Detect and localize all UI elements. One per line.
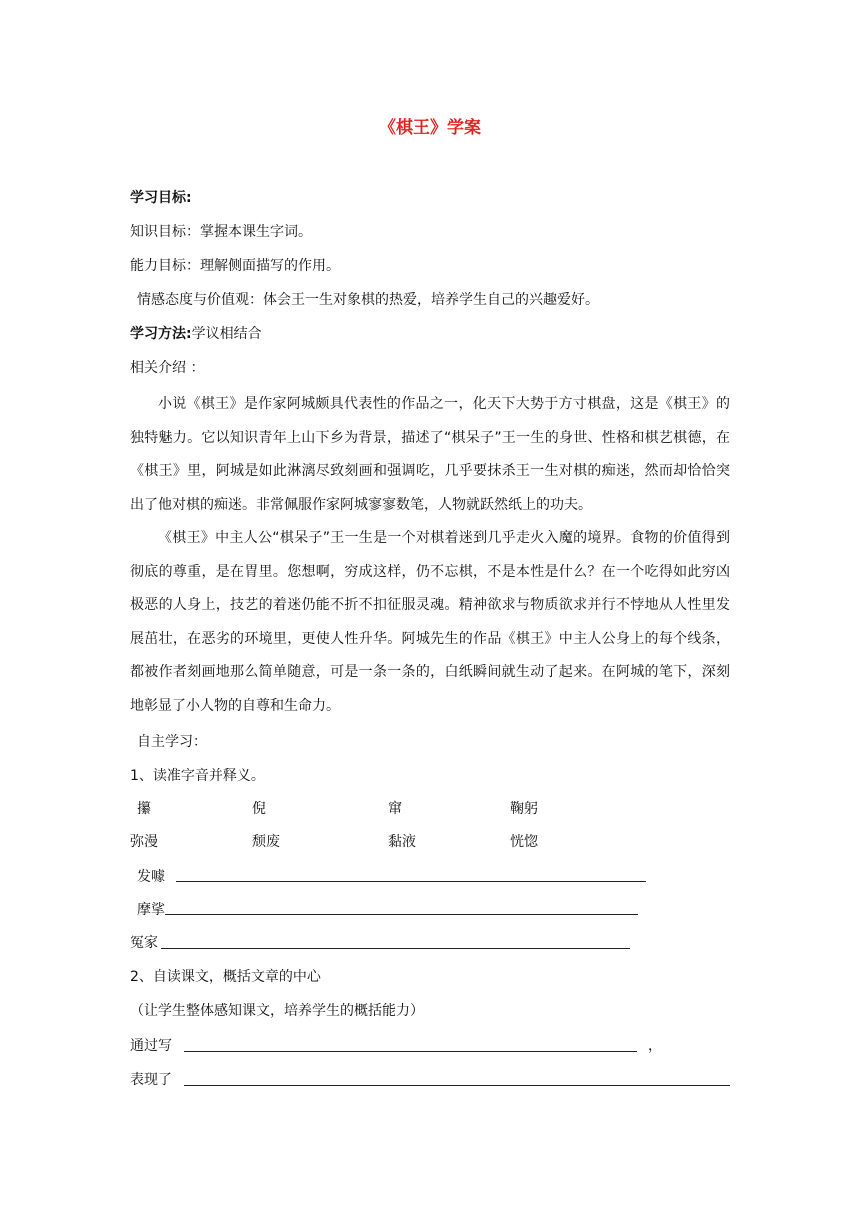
word-item: 黏液 xyxy=(388,834,416,850)
self-study-heading: 自主学习： xyxy=(137,734,207,750)
page-title: 《棋王》学案 xyxy=(379,118,481,138)
answer-blank[interactable] xyxy=(165,914,638,915)
objectives-heading: 学习目标: xyxy=(130,190,192,206)
q2-label: 2、自读课文，概括文章的中心 xyxy=(130,969,321,985)
word-item: 恍惚 xyxy=(510,834,538,850)
answer-blank[interactable] xyxy=(184,1051,637,1052)
blank-word-label: 冤家 xyxy=(130,935,158,951)
through-label: 通过写 xyxy=(130,1038,172,1054)
q1-label: 1、读准字音并释义。 xyxy=(130,768,265,784)
blank-word-label: 摩挲 xyxy=(137,902,165,918)
intro-label: 相关介绍 ： xyxy=(130,360,205,376)
word-item: 弥漫 xyxy=(130,834,158,850)
answer-blank[interactable] xyxy=(184,1085,730,1086)
intro-paragraph-2: 《棋王》中主人公“棋呆子”王一生是一个对棋着迷到几乎走火入魔的境界。食物的价值得到彻底的尊重，是在胃里。您想啊，穷成这样，仍不忘棋，不是本性是什么？在一个吃得如此穷凶极恶的人身上，技艺的着迷仍能不折不扣征服灵魂。精神欲求与物质欲求并行不悖地从人性里发展茁壮，在恶劣的环境里，更使人性升华。阿城先生的作品《棋王》中主人公身上的每个线条，都被作者刻画地那么简单随意，可是一条一条的，白纸瞬间就生动了起来。在阿城的笔下，深刻地彰显了小人物的自尊和生命力。 xyxy=(130,530,730,714)
method-value: 学议相结合 xyxy=(191,326,262,342)
shows-label: 表现了 xyxy=(130,1072,172,1088)
ability-objective: 能力目标：理解侧面描写的作用。 xyxy=(130,258,340,274)
word-item: 倪 xyxy=(252,801,266,817)
emotion-objective: 情感态度与价值观：体会王一生对象棋的热爱，培养学生自己的兴趣爱好。 xyxy=(137,292,599,308)
word-item: 窜 xyxy=(388,801,402,817)
intro-section xyxy=(130,388,730,723)
comma: ， xyxy=(648,1038,662,1054)
knowledge-objective: 知识目标：掌握本课生字词。 xyxy=(130,224,312,240)
word-item: 鞠躬 xyxy=(510,801,538,817)
intro-paragraph-1: 小说《棋王》是作家阿城颇具代表性的作品之一，化天下大势于方寸棋盘，这是《棋王》的独特魅力。它以知识青年上山下乡为背景，描述了“棋呆子”王一生的身世、性格和棋艺棋德，在《棋王》里，阿城是如此淋漓尽致刻画和强调吃，几乎要抹杀王一生对棋的痴迷，然而却恰恰突出了他对棋的痴迷。非常佩服作家阿城寥寥数笔，人物就跃然纸上的功夫。 xyxy=(130,396,730,513)
blank-word-label: 发噱 xyxy=(137,869,165,885)
answer-blank[interactable] xyxy=(176,881,646,882)
method-line xyxy=(130,324,262,344)
answer-blank[interactable] xyxy=(161,948,630,949)
word-item: 颓废 xyxy=(252,834,280,850)
method-label: 学习方法: xyxy=(130,326,192,342)
q2-note: （让学生整体感知课文，培养学生的概括能力） xyxy=(130,1003,424,1019)
word-item: 攥 xyxy=(137,801,151,817)
